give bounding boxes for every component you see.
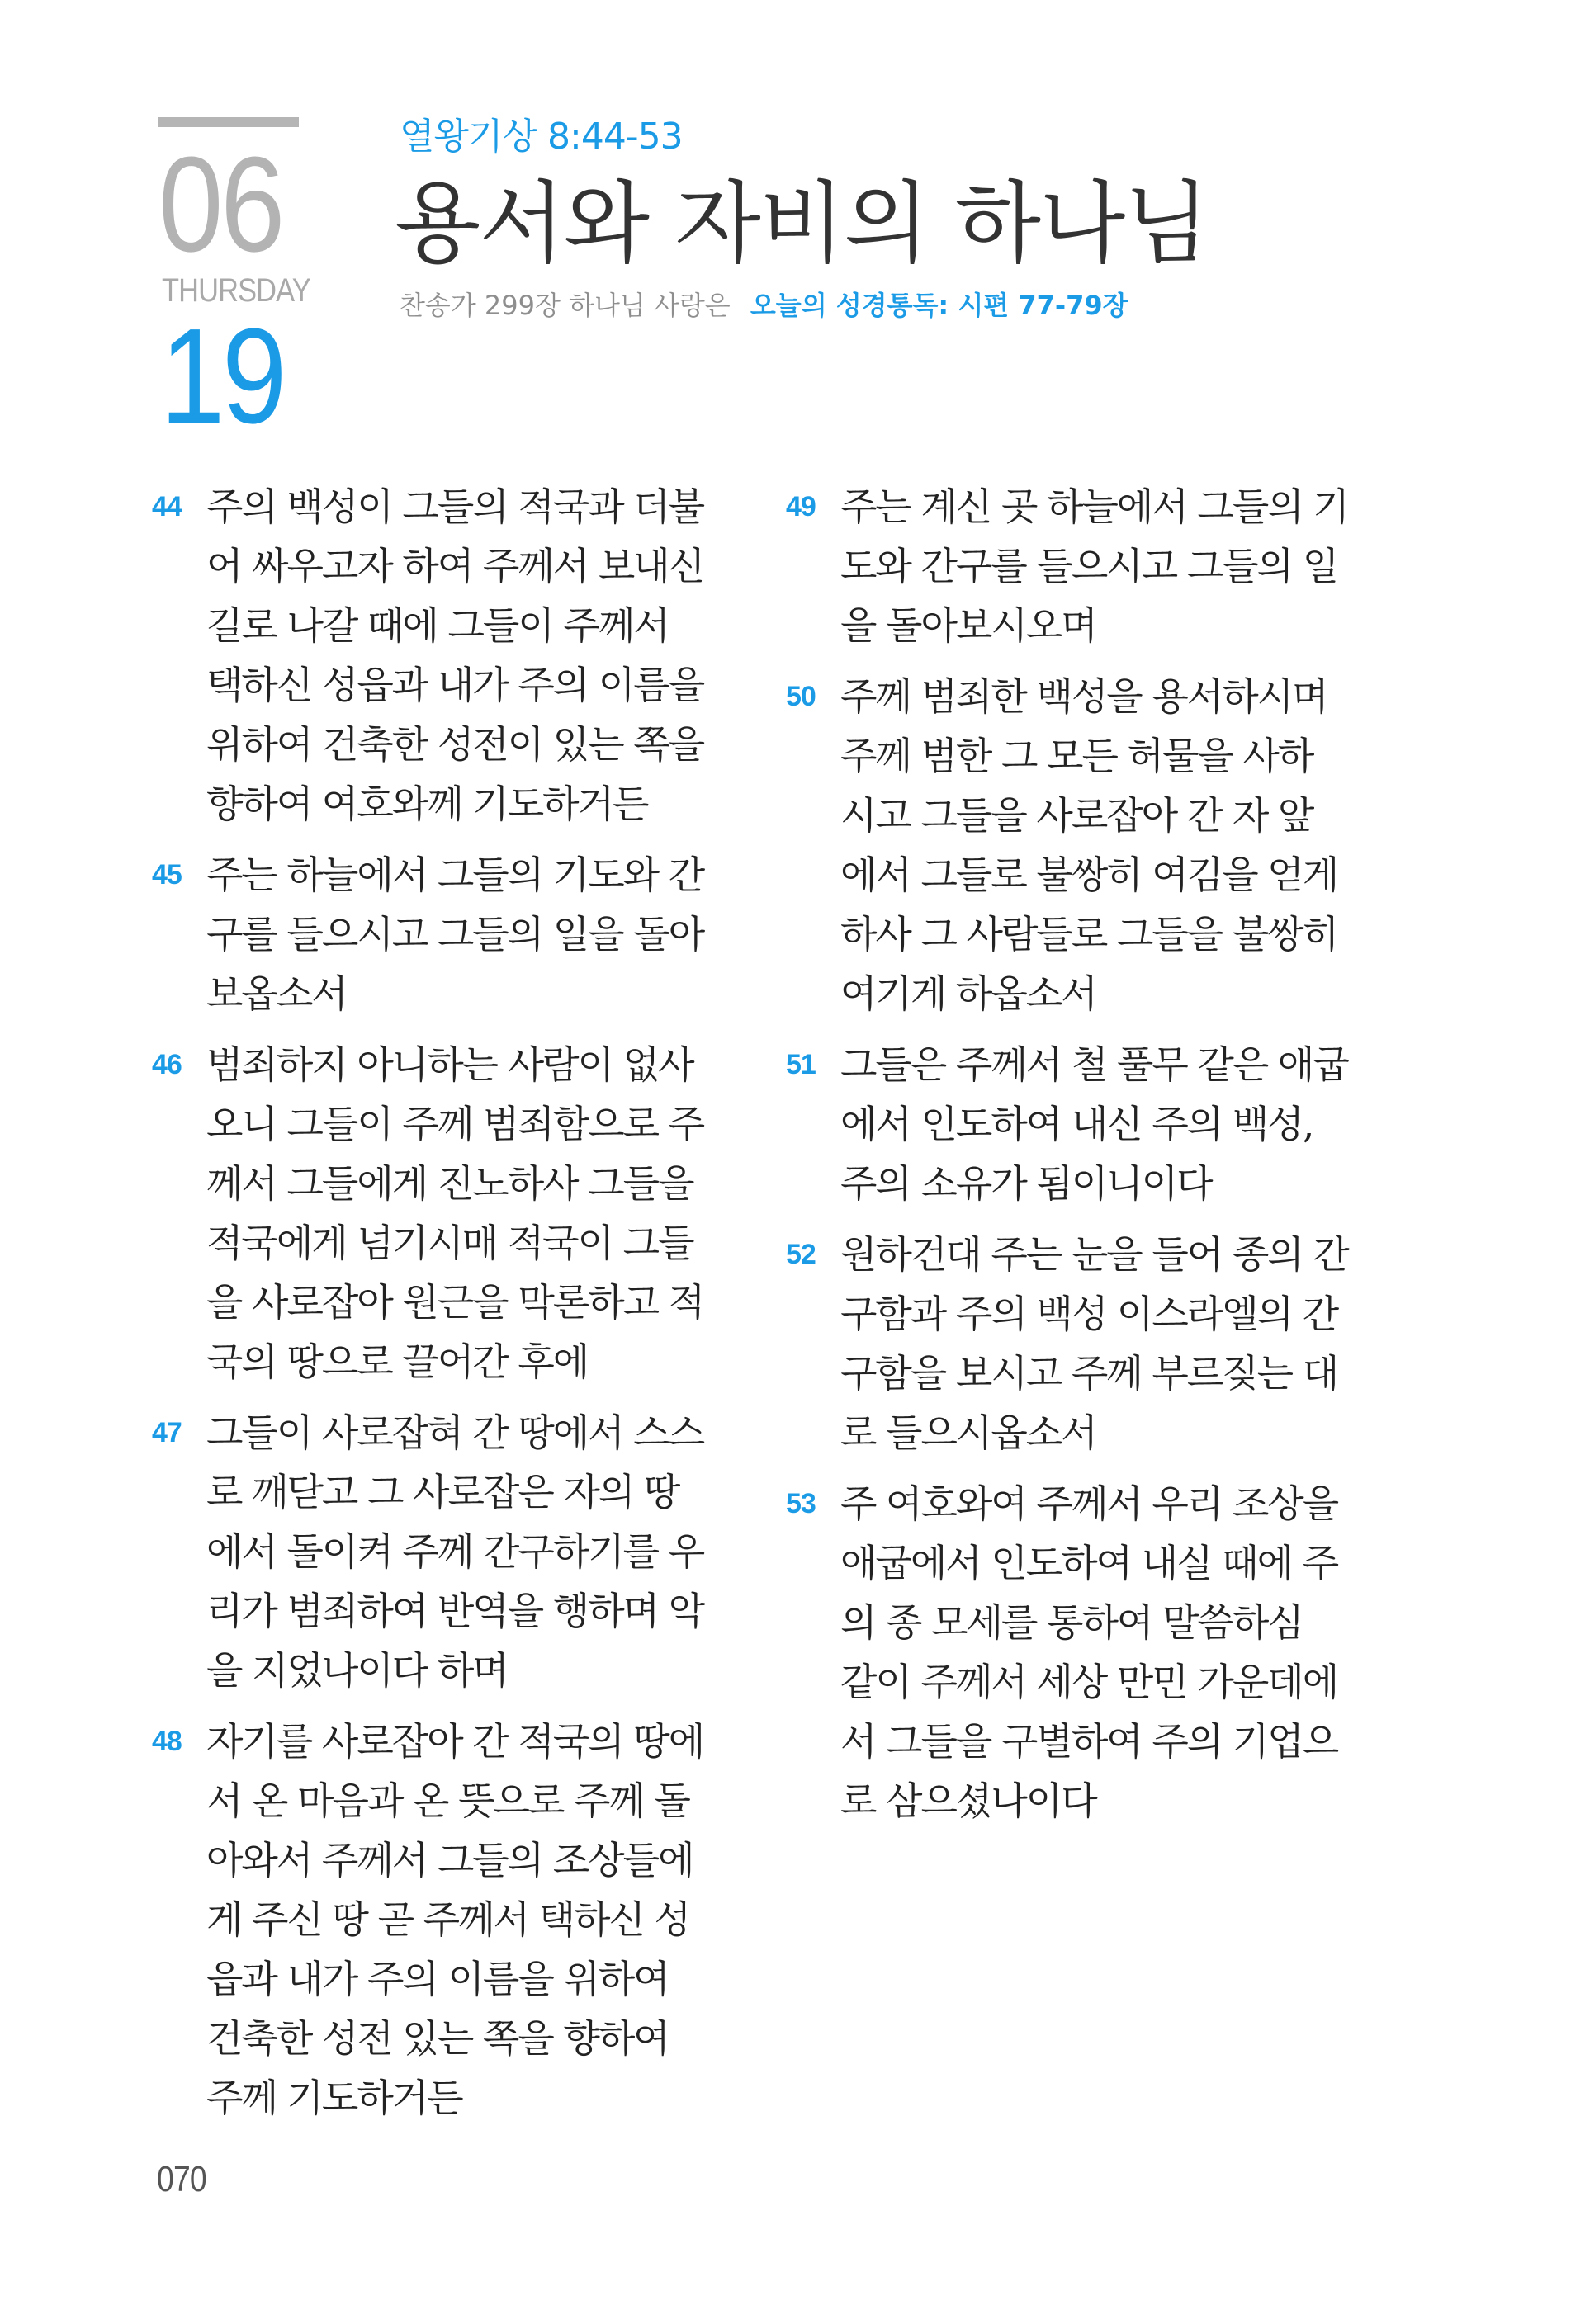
verse-number: 47: [152, 1417, 182, 1448]
verse-44: [152, 477, 746, 834]
verse-number: 44: [152, 491, 182, 522]
verse-number: 52: [786, 1239, 816, 1270]
verse-number: 46: [152, 1049, 182, 1080]
verse-column-left: [152, 477, 746, 2139]
verse-53: [786, 1474, 1380, 1830]
subtitle-line: [400, 287, 1128, 324]
verse-46: [152, 1035, 746, 1391]
weekday-label: THURSDAY: [162, 272, 310, 309]
verse-column-right: [786, 477, 1380, 1842]
verse-text: 주는 계신 곳 하늘에서 그들의 기 도와 간구를 들으시고 그들의 일 을 돌아보시오며: [840, 484, 1348, 648]
verse-text: 주께 범죄한 백성을 용서하시며 주께 범한 그 모든 허물을 사하 시고 그들을 사로잡아 간 자 앞 에서 그들로 불쌍히 여김을 얻게 하사 그 사람들로 그들을 불쌍히 여기게 하옵소서: [840, 674, 1338, 1016]
verse-52: [786, 1225, 1380, 1462]
date-divider: [158, 117, 299, 127]
verse-number: 48: [152, 1726, 182, 1757]
verse-number: 45: [152, 859, 182, 890]
page-number: 070: [157, 2159, 206, 2199]
page-title: 용서와 자비의 하나님: [395, 172, 1209, 276]
verse-text: 그들은 주께서 철 풀무 같은 애굽 에서 인도하여 내신 주의 백성, 주의 소유가 됨이니이다: [840, 1042, 1348, 1206]
verse-number: 49: [786, 491, 816, 522]
verse-number: 53: [786, 1488, 816, 1519]
verse-50: [786, 667, 1380, 1023]
verse-text: 범죄하지 아니하는 사람이 없사 오니 그들이 주께 범죄함으로 주 께서 그들에게 진노하사 그들을 적국에게 넘기시매 적국이 그들 을 사로잡아 원근을 막론하고 적 국의 땅으로 끌어간 후에: [206, 1042, 704, 1384]
verse-text: 그들이 사로잡혀 간 땅에서 스스 로 깨닫고 그 사로잡은 자의 땅 에서 돌이켜 주께 간구하기를 우 리가 범죄하여 반역을 행하며 악 을 지었나이다 하며: [206, 1410, 704, 1693]
scripture-reference: 열왕기상 8:44-53: [400, 116, 683, 158]
reading-plan-label: 오늘의 성경통독: 시편 77-79장: [750, 290, 1128, 321]
verse-49: [786, 477, 1380, 655]
verse-number: 51: [786, 1049, 816, 1080]
verse-text: 자기를 사로잡아 간 적국의 땅에 서 온 마음과 온 뜻으로 주께 돌 아와서 주께서 그들의 조상들에 게 주신 땅 곧 주께서 택하신 성 읍과 내가 주의 이름을 위하여 건축한 성전 있는 쪽을 향하여 주께 기도하거든: [206, 1719, 704, 2120]
verse-51: [786, 1035, 1380, 1213]
verse-text: 주의 백성이 그들의 적국과 더불 어 싸우고자 하여 주께서 보내신 길로 나갈 때에 그들이 주께서 택하신 성읍과 내가 주의 이름을 위하여 건축한 성전이 있는 쪽을 향하여 여호와께 기도하거든: [206, 484, 704, 826]
verse-number: 50: [786, 681, 816, 712]
day-number: 19: [160, 300, 285, 451]
verse-text: 주 여호와여 주께서 우리 조상을 애굽에서 인도하여 내실 때에 주 의 종 모세를 통하여 말씀하심 같이 주께서 세상 만민 가운데에 서 그들을 구별하여 주의 기업으 로 삼으셨나이다: [840, 1481, 1338, 1823]
verse-48: [152, 1712, 746, 2128]
verse-text: 주는 하늘에서 그들의 기도와 간 구를 들으시고 그들의 일을 돌아 보옵소서: [206, 853, 704, 1016]
verse-47: [152, 1403, 746, 1700]
verse-45: [152, 845, 746, 1023]
hymn-label: 찬송가 299장 하나님 사랑은: [400, 290, 731, 321]
verse-text: 원하건대 주는 눈을 들어 종의 간 구함과 주의 백성 이스라엘의 간 구함을 보시고 주께 부르짖는 대 로 들으시옵소서: [840, 1232, 1348, 1455]
month-number: 06: [158, 129, 283, 280]
